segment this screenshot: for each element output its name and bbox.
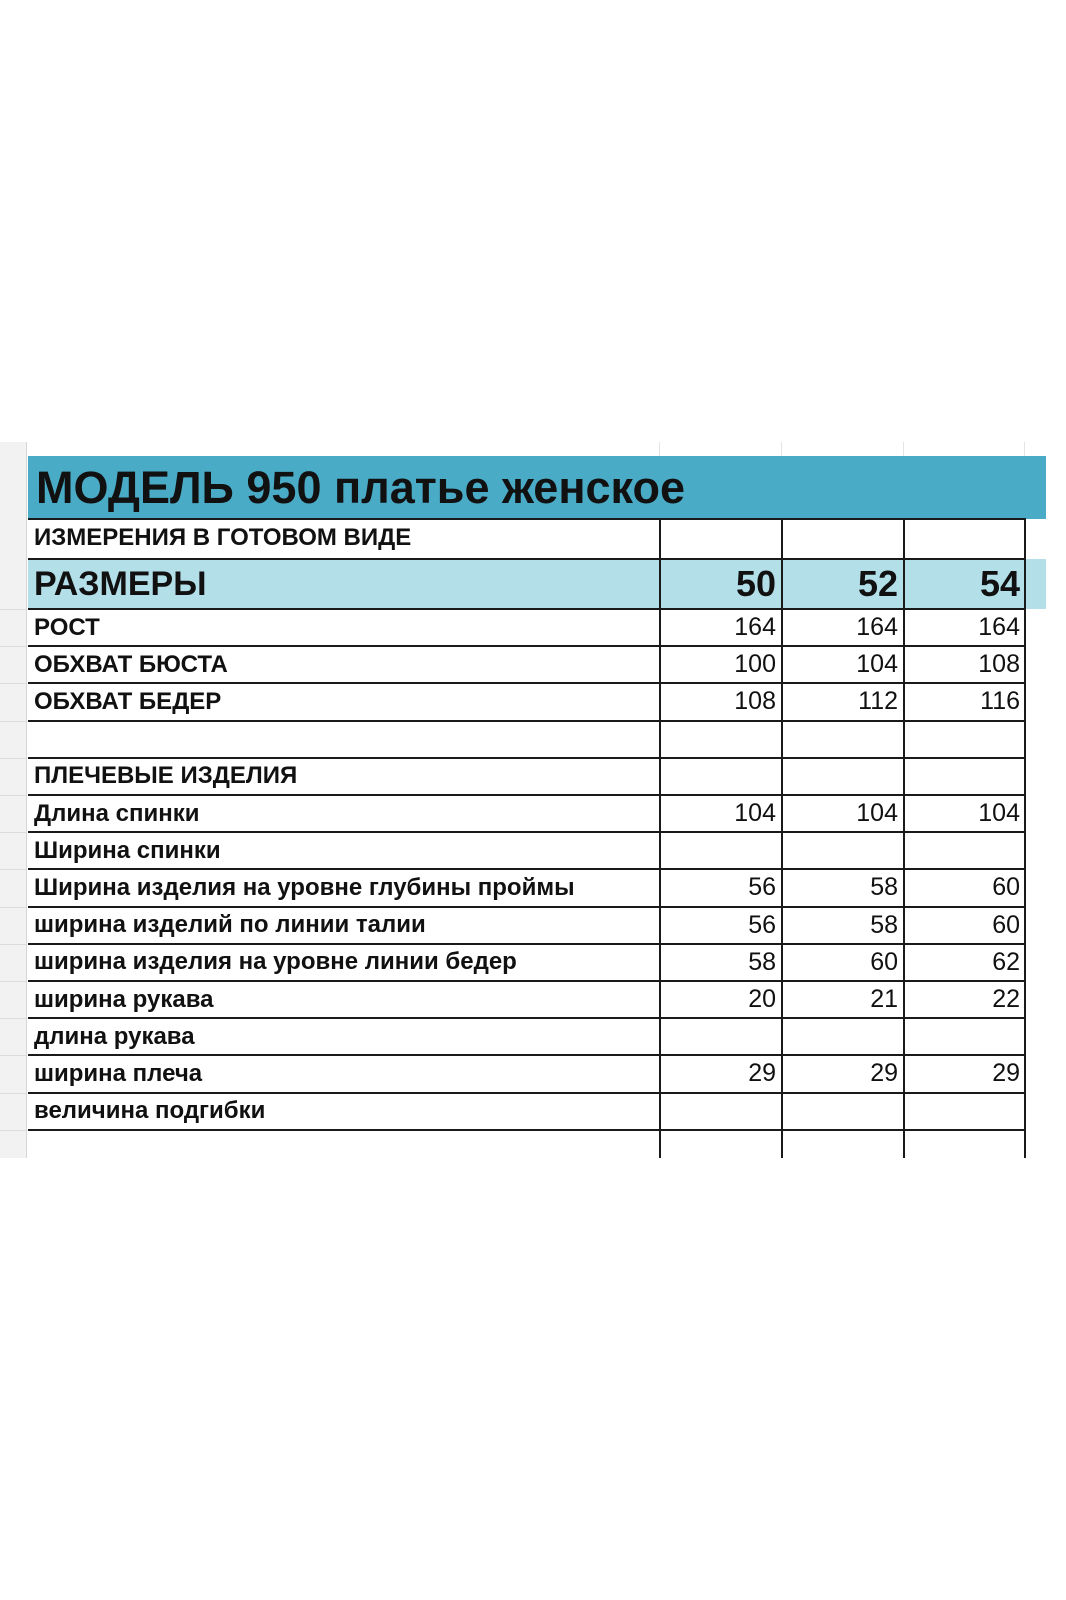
grid-vline	[781, 519, 783, 1158]
row-label-cell[interactable]: Длина спинки	[34, 799, 200, 827]
row-value-cell-size-50[interactable]	[660, 721, 782, 758]
row-value-cell-size-54[interactable]: 116	[980, 687, 1020, 716]
size-52-cell[interactable]: 52	[857, 563, 898, 604]
row-value-cell-size-52[interactable]: 104	[856, 650, 898, 679]
row-label-cell[interactable]: величина подгибки	[34, 1097, 266, 1125]
faint-column-line	[1024, 442, 1025, 456]
row-label-cell[interactable]: ПЛЕЧЕВЫЕ ИЗДЕЛИЯ	[34, 762, 298, 790]
row-header-tick	[0, 981, 26, 982]
grid-hline	[28, 1129, 1026, 1131]
row-value-cell-size-54[interactable]: 164	[978, 613, 1020, 642]
grid-hline	[28, 608, 1026, 610]
row-header-tick	[0, 683, 26, 684]
row-value-cell-size-50[interactable]: 58	[748, 947, 776, 976]
row-value-cell-size-52[interactable]	[782, 1093, 904, 1130]
grid-hline	[28, 558, 1026, 560]
row-value-cell-size-50[interactable]: 108	[734, 687, 776, 716]
subtitle-cell[interactable]: ИЗМЕРЕНИЯ В ГОТОВОМ ВИДЕ	[34, 524, 412, 551]
grid-hline	[28, 518, 1026, 520]
row-value-cell-size-54[interactable]: 60	[992, 873, 1020, 902]
row-value-cell-size-50[interactable]: 56	[748, 910, 776, 939]
row-value-cell-size-52[interactable]: 58	[870, 873, 898, 902]
grid-hline	[28, 868, 1026, 870]
row-value-cell-size-50[interactable]: 56	[748, 873, 776, 902]
size-50-cell[interactable]: 50	[735, 563, 776, 604]
row-value-cell-size-54[interactable]	[904, 1018, 1026, 1055]
row-value-cell-size-54[interactable]: 60	[992, 910, 1020, 939]
row-header-tick	[0, 609, 26, 610]
row-header-tick	[0, 832, 26, 833]
row-value-cell-size-52[interactable]: 21	[870, 985, 898, 1014]
row-label-cell[interactable]: ОБХВАТ БЕДЕР	[34, 687, 222, 715]
grid-hline	[28, 682, 1026, 684]
row-value-cell-size-52[interactable]	[782, 832, 904, 869]
grid-hline	[28, 943, 1026, 945]
row-value-cell-size-54[interactable]: 62	[992, 947, 1020, 976]
row-value-cell-size-52[interactable]	[782, 758, 904, 795]
faint-column-line	[903, 442, 904, 456]
row-value-cell-size-50[interactable]: 100	[734, 650, 776, 679]
row-value-cell-size-50[interactable]	[660, 832, 782, 869]
row-label-cell[interactable]: ширина изделия на уровне линии бедер	[34, 948, 517, 976]
row-label-cell[interactable]: ширина плеча	[34, 1059, 203, 1087]
grid-hline	[28, 757, 1026, 759]
grid-vline	[1024, 519, 1026, 1158]
row-value-cell-size-52[interactable]	[782, 1018, 904, 1055]
row-value-cell-size-52[interactable]	[782, 721, 904, 758]
row-label-cell[interactable]	[28, 721, 660, 758]
row-label-cell[interactable]: РОСТ	[34, 613, 100, 641]
title-band	[28, 456, 1046, 519]
row-value-cell-size-50[interactable]: 164	[734, 613, 776, 642]
row-value-cell-size-50[interactable]	[660, 1093, 782, 1130]
row-value-cell-size-54[interactable]	[904, 721, 1026, 758]
row-header-tick	[0, 944, 26, 945]
row-header-tick	[0, 758, 26, 759]
row-value-cell-size-54[interactable]: 104	[978, 799, 1020, 828]
grid-hline	[28, 794, 1026, 796]
row-value-cell-size-54[interactable]: 108	[978, 650, 1020, 679]
row-label-cell[interactable]: ширина рукава	[34, 985, 214, 1013]
row-value-cell-size-54[interactable]	[904, 1093, 1026, 1130]
grid-hline	[28, 980, 1026, 982]
row-header-strip	[0, 442, 27, 1158]
row-value-cell-size-50[interactable]: 104	[734, 799, 776, 828]
row-header-tick	[0, 869, 26, 870]
row-value-cell-size-52[interactable]: 104	[856, 799, 898, 828]
page-title: МОДЕЛЬ 950 платье женское	[36, 461, 685, 513]
spreadsheet	[0, 442, 1066, 1158]
row-value-cell-size-52[interactable]: 29	[870, 1059, 898, 1088]
grid-hline	[28, 645, 1026, 647]
grid-hline	[28, 906, 1026, 908]
faint-column-line	[781, 442, 782, 456]
row-value-cell-size-52[interactable]: 60	[870, 947, 898, 976]
row-header-tick	[0, 795, 26, 796]
size-54-cell[interactable]: 54	[979, 563, 1020, 604]
row-value-cell-size-50[interactable]: 29	[748, 1059, 776, 1088]
row-label-cell[interactable]: Ширина спинки	[34, 836, 221, 864]
row-value-cell-size-54[interactable]	[904, 832, 1026, 869]
row-header-tick	[0, 721, 26, 722]
row-value-cell-size-54[interactable]	[904, 758, 1026, 795]
sizes-label-cell[interactable]: РАЗМЕРЫ	[34, 564, 207, 603]
grid-hline	[28, 1092, 1026, 1094]
row-value-cell-size-52[interactable]: 58	[870, 910, 898, 939]
row-value-cell-size-50[interactable]	[660, 758, 782, 795]
row-header-tick	[0, 1093, 26, 1094]
row-header-tick	[0, 907, 26, 908]
row-label-cell[interactable]: длина рукава	[34, 1022, 195, 1050]
row-header-tick	[0, 1130, 26, 1131]
grid-hline	[28, 720, 1026, 722]
row-label-cell[interactable]: ширина изделий по линии талии	[34, 911, 426, 939]
row-value-cell-size-50[interactable]: 20	[748, 985, 776, 1014]
row-label-cell[interactable]: ОБХВАТ БЮСТА	[34, 650, 228, 678]
row-header-tick	[0, 1055, 26, 1056]
row-header-tick	[0, 1018, 26, 1019]
row-value-cell-size-50[interactable]	[660, 1018, 782, 1055]
row-value-cell-size-54[interactable]: 29	[992, 1059, 1020, 1088]
grid-hline	[28, 1017, 1026, 1019]
grid-vline	[659, 519, 661, 1158]
row-value-cell-size-52[interactable]: 164	[856, 613, 898, 642]
grid-hline	[28, 1054, 1026, 1056]
grid-hline	[28, 831, 1026, 833]
row-value-cell-size-52[interactable]: 112	[858, 687, 898, 716]
grid-vline	[903, 519, 905, 1158]
row-header-tick	[0, 646, 26, 647]
row-value-cell-size-54[interactable]: 22	[992, 985, 1020, 1014]
faint-column-line	[659, 442, 660, 456]
row-label-cell[interactable]: Ширина изделия на уровне глубины проймы	[34, 873, 575, 901]
